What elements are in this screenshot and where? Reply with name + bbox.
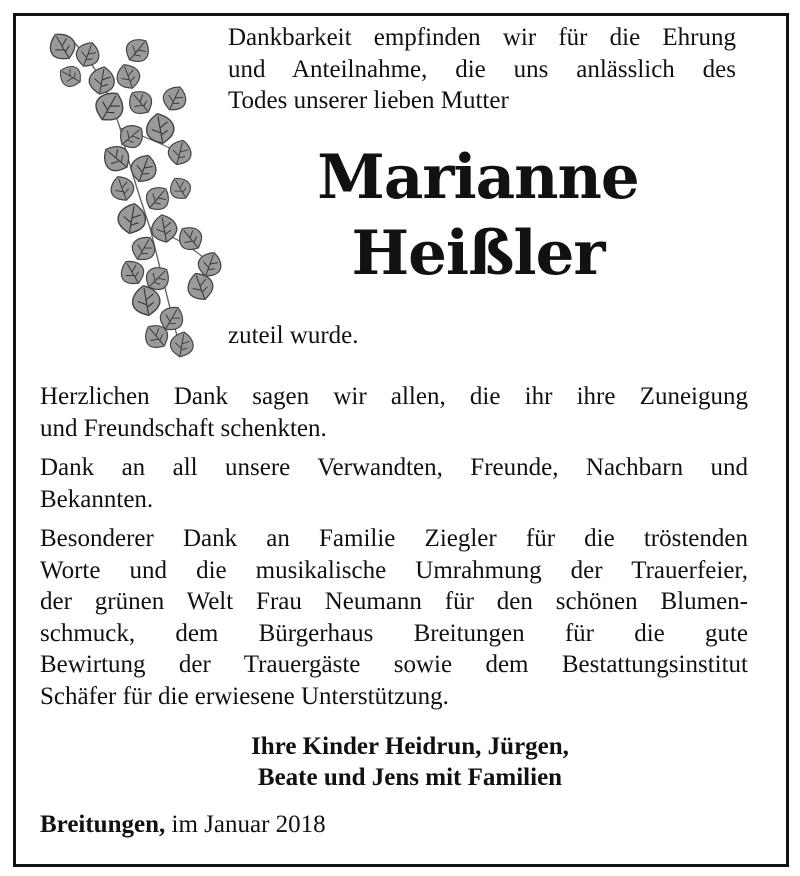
intro-line: Todes unserer lieben Mutter xyxy=(228,87,509,114)
place-name: Breitungen, xyxy=(40,811,166,838)
paragraph-line: Schäfer für die erwiesene Unterstützung. xyxy=(40,682,449,710)
paragraph-line: und Freundschaft schenkten. xyxy=(40,414,327,442)
paragraph-line: der grünen Welt Frau Neumann für den schönen Blumen- xyxy=(40,588,748,615)
paragraph-line: Bekannten. xyxy=(40,485,154,513)
signature-line: Ihre Kinder Heidrun, Jürgen, xyxy=(251,733,569,760)
intro-text xyxy=(228,22,736,117)
ivy-leaves-icon xyxy=(40,28,230,358)
deceased-last-name: Heißler xyxy=(351,218,605,289)
after-name-text: zuteil wurde. xyxy=(228,322,359,349)
thanks-paragraph-3 xyxy=(40,523,748,712)
intro-line: Dankbarkeit empfinden wir für die Ehrung xyxy=(228,24,736,51)
signature-line: Beate und Jens mit Familien xyxy=(257,764,563,791)
paragraph-line: Besonderer Dank an Familie Ziegler für die tröstenden xyxy=(40,525,748,552)
paragraph-line: Worte und die musikalische Umrahmung der Trauerfeier, xyxy=(40,556,748,584)
deceased-first-name: Marianne xyxy=(317,142,639,213)
paragraph-line: Dank an all unsere Verwandten, Freunde, Nachbarn und xyxy=(40,454,748,481)
thanks-paragraph-1 xyxy=(40,381,748,444)
paragraph-line: Herzlichen Dank sagen wir allen, die ihr ihre Zuneigung xyxy=(40,383,748,410)
place-date xyxy=(40,811,326,839)
thanks-paragraph-2 xyxy=(40,452,748,515)
date-text: im Januar 2018 xyxy=(165,811,326,838)
paragraph-line: Bewirtung der Trauergäste sowie dem Bestattungsinstitut xyxy=(40,651,748,678)
paragraph-line: schmuck, dem Bürgerhaus Breitungen für die gute xyxy=(40,619,748,647)
intro-line: und Anteilnahme, die uns anlässlich des xyxy=(228,55,736,83)
